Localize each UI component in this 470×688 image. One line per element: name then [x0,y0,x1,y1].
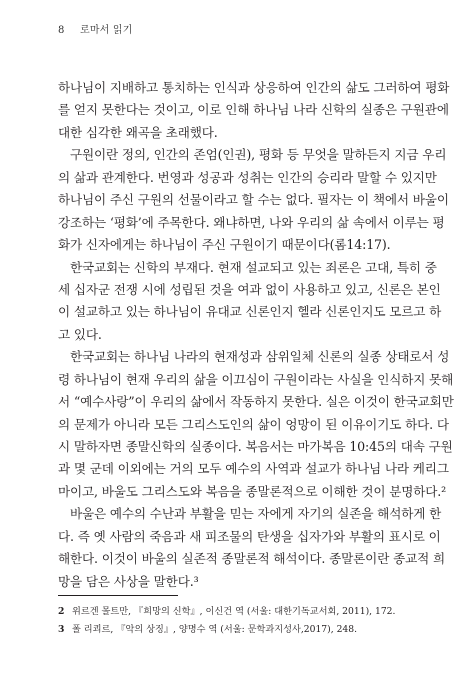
page-number: 8 [58,25,65,36]
footnote-number: 2 [58,606,65,617]
footnote [58,603,410,621]
text-line: 대한 심각한 왜곡을 초래했다. [58,124,218,140]
text-line: 망을 담은 사상을 말한다.³ [58,573,199,589]
text-line: 강조하는 ‘평화’에 주목한다. 왜냐하면, 나와 우리의 삶 속에서 이루는 평 [58,214,445,230]
text-line: 한국교회는 하나님 나라의 현재성과 삼위일체 신론의 실종 상태로서 성 [70,349,450,365]
text-line: 화가 신자에게는 하나님이 주신 구원이기 때문이다(롬14:17). [58,237,391,253]
running-head [58,21,133,36]
text-line: 이 설교하고 있는 하나님이 유대교 신론인지 헬라 신론인지도 모르고 하 [58,304,442,320]
text-line: 바울은 예수의 수난과 부활을 믿는 자에게 자기의 실존을 해석하게 한 [70,506,442,522]
footnote-divider [58,595,178,596]
footnote-number: 3 [58,624,65,635]
text-line: 과 몇 군데 이외에는 거의 모두 예수의 사역과 설교가 하나님 나라 케리그 [58,461,449,477]
body-text [58,77,454,593]
text-line: 해한다. 이것이 바울의 실존적 종말론적 해석이다. 종말론이란 종교적 희 [58,551,445,567]
text-line: 세 십자군 전쟁 시에 성립된 것을 여과 없이 사용하고 있고, 신론은 본인 [58,281,441,297]
text-line: 의 문제가 아니라 모든 그리스도인의 삶이 엉망이 된 이유이기도 하다. 다 [58,416,449,432]
text-line: 다. 즉 옛 사람의 죽음과 새 피조물의 탄생을 십자가와 부활의 표시로 이 [58,528,441,544]
text-line: 령 하나님이 현재 우리의 삶을 이끄심이 구원이라는 사실을 인식하지 못해 [58,371,454,387]
text-line: 시 말하자면 종말신학의 실종이다. 복음서는 마가복음 10:45의 대속 구원 [58,439,453,454]
text-line: 고 있다. [58,326,102,342]
text-line: 마이고, 바울도 그리스도와 복음을 종말론적으로 이해한 것이 분명하다.² [58,483,447,499]
text-line: 구원이란 정의, 인간의 존엄(인권), 평화 등 무엇을 말하든지 지금 우리 [70,147,447,163]
text-line: 서 “예수사랑”이 우리의 삶에서 작동하지 못한다. 실은 이것이 한국교회만 [58,394,454,410]
text-line: 의 삶과 관계한다. 번영과 성공과 성취는 인간의 승리라 말할 수 있지만 [58,169,437,185]
footnote [58,621,410,639]
footnotes [58,595,410,639]
book-title: 로마서 읽기 [79,25,133,36]
footnote-text: 위르겐 몰트만, 『희망의 신학』, 이신건 역 (서울: 대한기독교서회, 2011), 172. [72,606,396,617]
text-line: 하나님이 주신 구원의 선물이라고 할 수는 없다. 필자는 이 책에서 바울이 [58,192,449,208]
text-line: 를 얻지 못한다는 것이고, 이로 인해 하나님 나라 신학의 실종은 구원관에 [58,102,449,118]
text-line: 한국교회는 신학의 부재다. 현재 설교되고 있는 죄론은 고대, 특히 중 [70,259,437,275]
footnote-text: 폴 리쾨르, 『악의 상징』, 양명수 역 (서울: 문학과지성사,2017), 248. [72,624,358,635]
text-line: 하나님이 지배하고 통치하는 인식과 상응하여 인간의 삶도 그러하여 평화 [58,80,450,95]
